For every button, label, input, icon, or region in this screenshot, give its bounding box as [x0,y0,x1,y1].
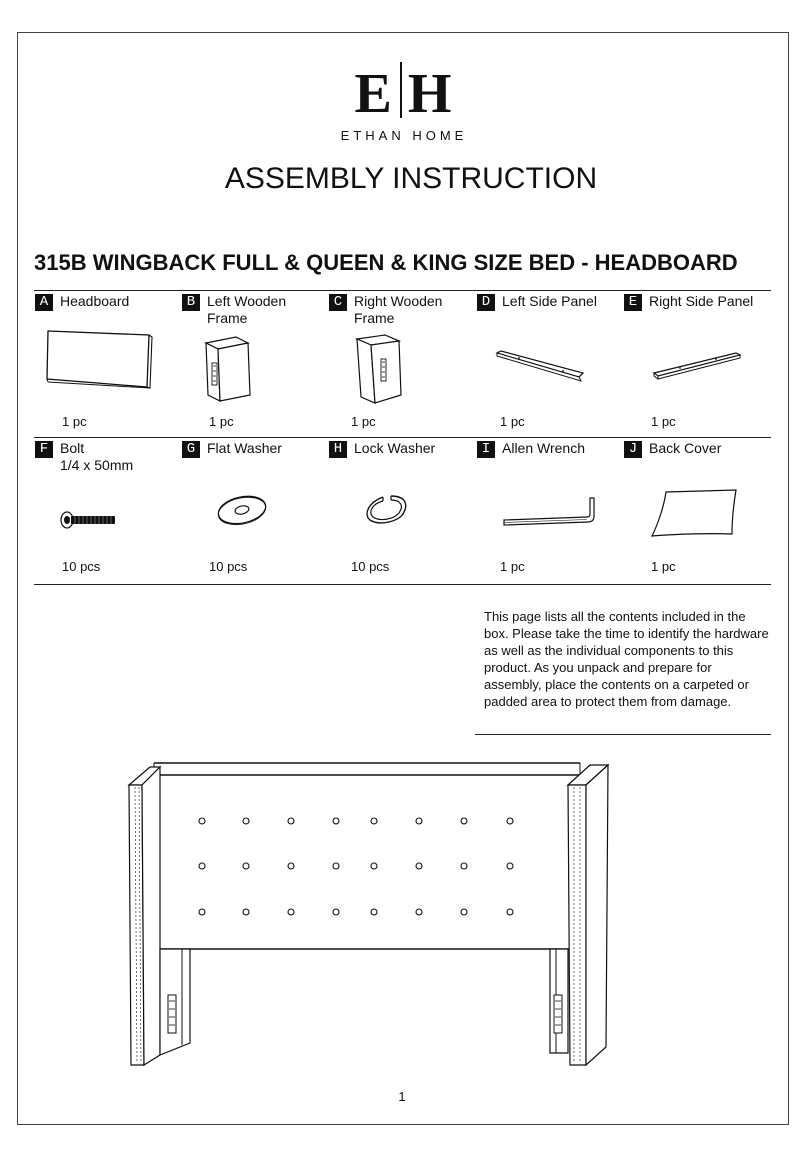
part-letter: A [35,294,53,311]
document-title: ASSEMBLY INSTRUCTION [224,162,598,195]
rule-top [34,290,771,291]
part-qty: 1 pc [62,414,87,429]
part-letter: D [477,294,495,311]
brand-mark [0,62,808,126]
brand-mark-right: H [407,63,454,125]
part-name: Left Wooden Frame [207,293,287,326]
part-letter: J [624,441,642,458]
brand-mark-left: E [354,63,394,125]
part-f [35,440,185,588]
part-name: Lock Washer [354,440,436,456]
part-name: Right Side Panel [649,293,754,309]
part-g [182,440,332,588]
part-name: Back Cover [649,440,722,456]
part-letter: F [35,441,53,458]
part-name-text: Bolt [60,440,85,456]
part-e [624,293,774,441]
part-d [477,293,627,441]
part-b [182,293,332,441]
part-name: Flat Washer [207,440,282,456]
part-qty: 10 pcs [209,559,248,574]
back-cover-icon [648,486,740,540]
part-qty: 1 pc [500,414,525,429]
part-qty: 1 pc [351,414,376,429]
part-letter: H [329,441,347,458]
right-wooden-frame-icon [351,333,407,407]
part-j [624,440,774,588]
part-detail: 1/4 x 50mm [60,457,134,473]
part-letter: E [624,294,642,311]
part-name: Right Wooden Frame [354,293,443,326]
flat-washer-icon [214,492,270,528]
assembled-headboard-illustration [120,755,620,1073]
part-letter: B [182,294,200,311]
part-qty: 1 pc [651,414,676,429]
brand-mark-divider [400,62,402,118]
part-letter: G [182,441,200,458]
part-a [35,293,185,441]
page-number: 1 [398,1089,406,1104]
model-title: 315B WINGBACK FULL & QUEEN & KING SIZE BED - HEADBOARD [34,250,738,275]
bolt-icon [59,510,119,530]
left-side-panel-icon [493,347,589,383]
brand-logo [0,62,808,143]
part-c [329,293,479,441]
part-i [477,440,627,588]
lock-washer-icon [361,490,413,530]
part-qty: 1 pc [209,414,234,429]
part-name [60,440,133,474]
part-h [329,440,479,588]
part-letter: C [329,294,347,311]
brand-name: ETHAN HOME [340,128,468,143]
headboard-panel-icon [45,327,155,389]
part-letter: I [477,441,495,458]
left-wooden-frame-icon [202,333,254,405]
part-name: Headboard [60,293,130,309]
part-name: Allen Wrench [502,440,586,456]
part-qty: 1 pc [651,559,676,574]
part-name: Left Side Panel [502,293,597,309]
contents-note: This page lists all the contents included in the box. Please take the time to identify the hardware as well as the individual components to this product. As you unpack and prepare for assembly, place the contents on a carpeted or padded area to protect them from damage. [484,609,769,709]
part-qty: 1 pc [500,559,525,574]
part-qty: 10 pcs [62,559,101,574]
right-side-panel-icon [650,349,744,381]
part-qty: 10 pcs [351,559,390,574]
allen-wrench-icon [501,494,601,530]
note-rule [475,734,771,735]
